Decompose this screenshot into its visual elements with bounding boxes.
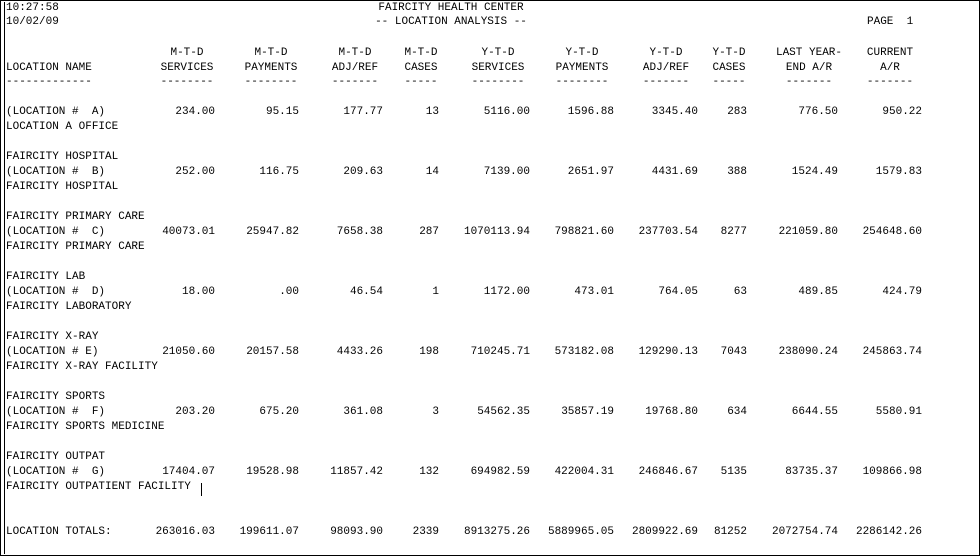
cell-value: 132 [419, 466, 439, 478]
cell-value: 4433.26 [336, 346, 383, 358]
column-header-top: M-T-D [338, 47, 372, 59]
cell-value: 7139.00 [483, 166, 530, 178]
cell-value: 3345.40 [651, 106, 698, 118]
cell-value: 1524.49 [791, 166, 838, 178]
cell-value: 245863.74 [862, 346, 922, 358]
location-description: FAIRCITY HOSPITAL [6, 181, 119, 193]
report-subtitle: -- LOCATION ANALYSIS -- [375, 16, 527, 28]
cell-value: 46.54 [349, 286, 383, 298]
column-header-top: M-T-D [404, 47, 438, 59]
cell-value: 776.50 [798, 106, 838, 118]
column-header-underline: -------- [471, 76, 525, 88]
column-header-top: Y-T-D [712, 47, 746, 59]
location-name: FAIRCITY OUTPAT [6, 451, 106, 463]
cell-value: 252.00 [175, 166, 215, 178]
cell-value: 18.00 [181, 286, 215, 298]
totals-value: 199611.07 [239, 526, 299, 538]
column-header-bottom: ADJ/REF [331, 62, 379, 74]
cell-value: 798821.60 [554, 226, 614, 238]
cell-value: 54562.35 [477, 406, 530, 418]
location-description: FAIRCITY SPORTS MEDICINE [6, 421, 165, 433]
cell-value: 246846.67 [638, 466, 698, 478]
report-title: FAIRCITY HEALTH CENTER [378, 2, 524, 14]
column-header-underline: ------- [866, 76, 914, 88]
cell-value: 129290.13 [638, 346, 698, 358]
cell-value: 20157.58 [246, 346, 299, 358]
column-header-bottom: PAYMENTS [244, 62, 298, 74]
column-header-bottom: CASES [404, 62, 438, 74]
location-code: (LOCATION # C) [6, 226, 106, 238]
column-header-underline: ------- [785, 76, 833, 88]
cell-value: 237703.54 [638, 226, 698, 238]
cell-value: 424.79 [882, 286, 922, 298]
column-header-bottom: PAYMENTS [555, 62, 609, 74]
location-code: (LOCATION # D) [6, 286, 106, 298]
column-header-underline: ------- [331, 76, 379, 88]
cell-value: 422004.31 [554, 466, 614, 478]
location-name-header: LOCATION NAME [6, 62, 92, 74]
page-label: PAGE [867, 16, 894, 28]
cell-value: 950.22 [882, 106, 922, 118]
cell-value: 361.08 [343, 406, 383, 418]
cell-value: 177.77 [343, 106, 383, 118]
cell-value: 3 [432, 406, 439, 418]
cell-value: 1172.00 [483, 286, 530, 298]
cell-value: 2651.97 [567, 166, 614, 178]
cell-value: 1 [432, 286, 439, 298]
cell-value: 25947.82 [246, 226, 299, 238]
location-description: FAIRCITY LABORATORY [6, 301, 132, 313]
page-indicator [867, 16, 913, 29]
cell-value: 1579.83 [875, 166, 922, 178]
cell-value: 19768.80 [645, 406, 698, 418]
cell-value: 11857.42 [330, 466, 383, 478]
cell-value: 1596.88 [567, 106, 614, 118]
location-name: FAIRCITY HOSPITAL [6, 151, 119, 163]
location-name: FAIRCITY LAB [6, 271, 86, 283]
cell-value: 4431.69 [651, 166, 698, 178]
totals-label: LOCATION TOTALS: [6, 526, 112, 538]
column-header-underline: ----- [404, 76, 438, 88]
column-header-bottom: END A/R [785, 62, 833, 74]
column-header-top: Y-T-D [649, 47, 683, 59]
cell-value: 17404.07 [162, 466, 215, 478]
location-name: FAIRCITY SPORTS [6, 391, 106, 403]
cell-value: 8277 [720, 226, 747, 238]
totals-value: 2809922.69 [631, 526, 698, 538]
cell-value: 221059.80 [778, 226, 838, 238]
cell-value: 6644.55 [791, 406, 838, 418]
location-description: FAIRCITY X-RAY FACILITY [6, 361, 158, 373]
cell-value: 238090.24 [778, 346, 838, 358]
cell-value: 83735.37 [785, 466, 838, 478]
cell-value: 388 [727, 166, 747, 178]
cell-value: 283 [727, 106, 747, 118]
left-border-line [4, 2, 5, 554]
location-name-underline: ------------- [6, 76, 92, 88]
totals-value: 8913275.26 [463, 526, 530, 538]
cell-value: 209.63 [343, 166, 383, 178]
cell-value: 1070113.94 [463, 226, 530, 238]
location-code: (LOCATION # A) [6, 106, 106, 118]
totals-value: 263016.03 [155, 526, 215, 538]
cell-value: 95.15 [265, 106, 299, 118]
cell-value: 287 [419, 226, 439, 238]
cell-value: 675.20 [259, 406, 299, 418]
cell-value: 21050.60 [162, 346, 215, 358]
location-code: (LOCATION # F) [6, 406, 106, 418]
column-header-bottom: SERVICES [471, 62, 525, 74]
location-name: FAIRCITY PRIMARY CARE [6, 211, 145, 223]
totals-value: 5889965.05 [547, 526, 614, 538]
cell-value: 7658.38 [336, 226, 383, 238]
location-description: FAIRCITY OUTPATIENT FACILITY [6, 481, 191, 493]
cell-value: .00 [279, 286, 299, 298]
column-header-bottom: SERVICES [160, 62, 214, 74]
cell-value: 35857.19 [561, 406, 614, 418]
cell-value: 116.75 [259, 166, 299, 178]
cell-value: 109866.98 [862, 466, 922, 478]
location-code: (LOCATION # G) [6, 466, 106, 478]
location-code: (LOCATION # B) [6, 166, 106, 178]
location-description: FAIRCITY PRIMARY CARE [6, 241, 145, 253]
column-header-bottom: A/R [880, 62, 900, 74]
column-header-top: M-T-D [254, 47, 288, 59]
cell-value: 489.85 [798, 286, 838, 298]
report-time: 10:27:58 [6, 2, 59, 14]
text-cursor [201, 483, 202, 496]
column-header-underline: -------- [160, 76, 214, 88]
column-header-bottom: ADJ/REF [642, 62, 690, 74]
totals-value: 2072754.74 [771, 526, 838, 538]
column-header-top: Y-T-D [481, 47, 515, 59]
cell-value: 710245.71 [470, 346, 530, 358]
column-header-underline: ----- [712, 76, 746, 88]
location-description: LOCATION A OFFICE [6, 121, 119, 133]
cell-value: 5116.00 [483, 106, 530, 118]
report-date: 10/02/09 [6, 16, 59, 28]
cell-value: 573182.08 [554, 346, 614, 358]
totals-value: 2339 [412, 526, 439, 538]
cell-value: 764.05 [658, 286, 698, 298]
totals-value: 2286142.26 [855, 526, 922, 538]
cell-value: 14 [425, 166, 439, 178]
column-header-top: Y-T-D [565, 47, 599, 59]
cell-value: 473.01 [574, 286, 614, 298]
cell-value: 5580.91 [875, 406, 922, 418]
cell-value: 13 [425, 106, 439, 118]
column-header-underline: -------- [244, 76, 298, 88]
cell-value: 254648.60 [862, 226, 922, 238]
cell-value: 203.20 [175, 406, 215, 418]
totals-value: 81252 [713, 526, 747, 538]
column-header-bottom: CASES [712, 62, 746, 74]
column-header-top: LAST YEAR- [775, 47, 842, 59]
page-number: 1 [906, 16, 914, 28]
cell-value: 694982.59 [470, 466, 530, 478]
cell-value: 234.00 [175, 106, 215, 118]
cell-value: 7043 [720, 346, 747, 358]
column-header-underline: -------- [555, 76, 609, 88]
column-header-underline: ------- [642, 76, 690, 88]
location-name: FAIRCITY X-RAY [6, 331, 99, 343]
column-header-top: M-T-D [170, 47, 204, 59]
cell-value: 19528.98 [246, 466, 299, 478]
column-header-top: CURRENT [866, 47, 914, 59]
cell-value: 40073.01 [162, 226, 215, 238]
cell-value: 5135 [720, 466, 747, 478]
location-code: (LOCATION # E) [6, 346, 99, 358]
cell-value: 198 [419, 346, 439, 358]
cell-value: 63 [733, 286, 747, 298]
totals-value: 98093.90 [330, 526, 383, 538]
cell-value: 634 [727, 406, 747, 418]
